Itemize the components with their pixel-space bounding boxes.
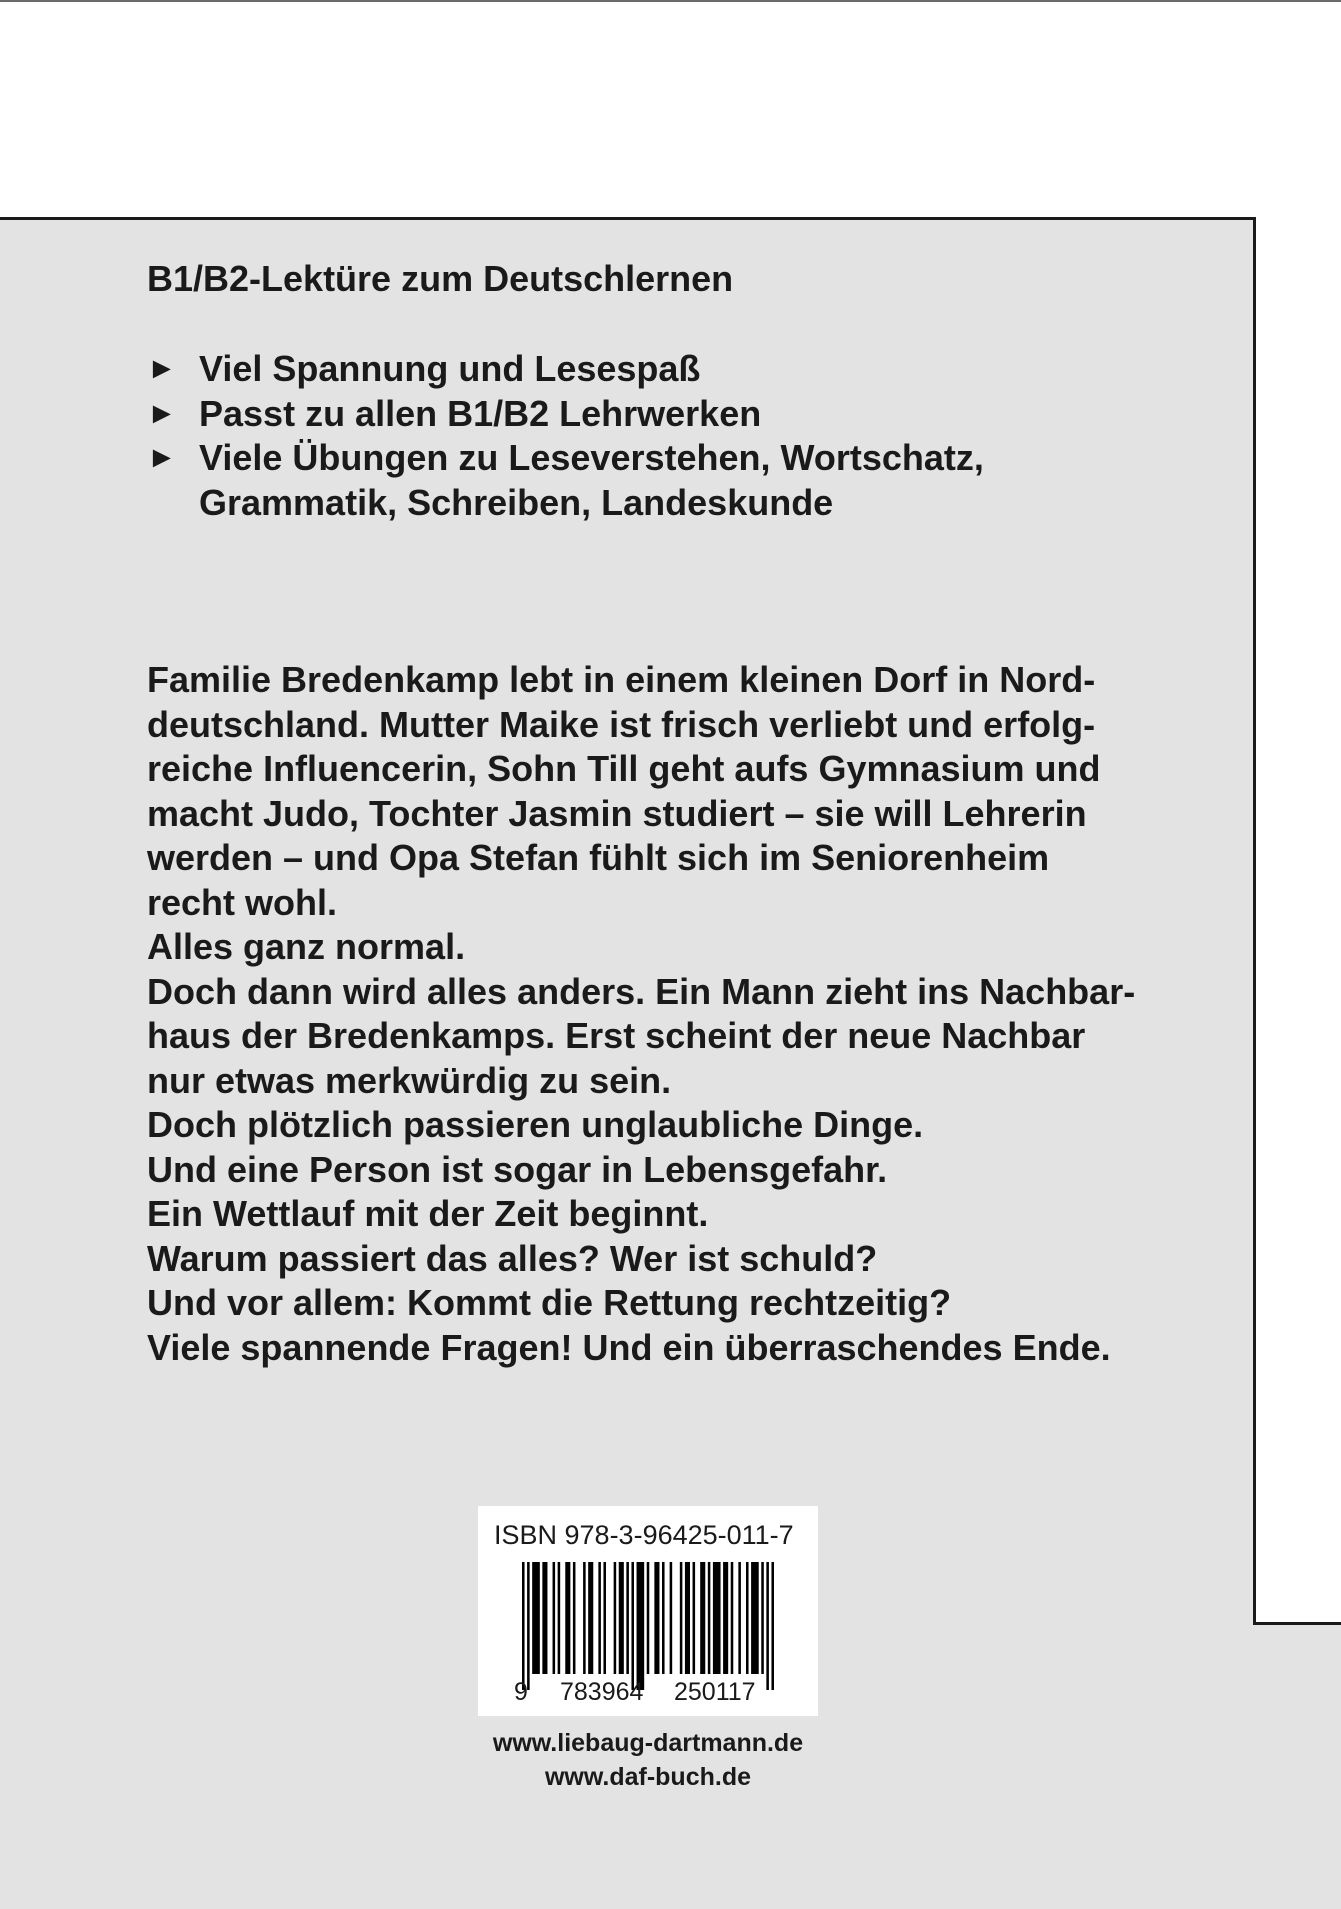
barcode-bar [708, 1562, 711, 1674]
barcode-bar [738, 1562, 741, 1674]
barcode-bar [746, 1562, 749, 1674]
barcode-bar [685, 1562, 690, 1674]
book-subtitle: B1/B2-Lektüre zum Deutschlernen [147, 258, 734, 299]
barcode-bar [647, 1562, 650, 1674]
feature-item-continued [147, 481, 1099, 526]
top-white-band [0, 0, 1341, 217]
feature-text: Passt zu allen B1/B2 Lehrwerken [199, 392, 762, 434]
description-line: Und vor allem: Kommt die Rettung rechtzeitig? [147, 1282, 952, 1323]
barcode-bar [626, 1562, 629, 1674]
description-line: nur etwas merkwürdig zu sein. [147, 1059, 672, 1101]
barcode-bar [751, 1562, 759, 1674]
barcode-bar [713, 1562, 721, 1674]
book-description [147, 658, 1147, 1370]
description-line: werden – und Opa Stefan fühlt sich im Seniorenheim [147, 837, 1050, 878]
barcode-bar [558, 1562, 561, 1674]
description-line: recht wohl. [147, 881, 338, 923]
barcode-bar [583, 1562, 586, 1674]
barcode-bar [654, 1562, 659, 1674]
barcode-bar [670, 1562, 673, 1674]
barcode-bar [527, 1562, 530, 1690]
barcode-bar [522, 1562, 525, 1690]
feature-text: Grammatik, Schreiben, Landeskunde [199, 481, 834, 523]
barcode-bar [553, 1562, 556, 1674]
barcode-bar [603, 1562, 606, 1674]
barcode-bar [731, 1562, 734, 1674]
barcode-bar [542, 1562, 547, 1674]
barcode-bar [700, 1562, 705, 1674]
barcode-bar [723, 1562, 728, 1674]
barcode-bar [614, 1562, 617, 1674]
description-line: Ein Wettlauf mit der Zeit beginnt. [147, 1193, 709, 1234]
barcode-bar [573, 1562, 576, 1674]
description-line: reiche Influencerin, Sohn Till geht aufs Gymnasium und [147, 748, 1101, 789]
arrow-right-triangle-icon: ► [147, 396, 177, 430]
barcode-bar [598, 1562, 601, 1674]
feature-item [147, 347, 1099, 392]
barcode-bar [588, 1562, 593, 1674]
description-line: Doch plötzlich passieren unglaubliche Dinge. [147, 1104, 924, 1145]
barcode-bar [619, 1562, 624, 1674]
barcode-digits-right: 250117 [674, 1678, 756, 1706]
description-line: deutschland. Mutter Maike ist frisch verliebt und erfolg- [147, 703, 1096, 745]
description-paragraph-1 [147, 658, 1147, 925]
publisher-urls [430, 1726, 866, 1794]
publisher-url: www.liebaug-dartmann.de [492, 1729, 804, 1757]
barcode-bar [637, 1562, 645, 1690]
top-border-rule [0, 217, 1256, 220]
barcode-bar [565, 1562, 570, 1674]
barcode-bar [693, 1562, 696, 1674]
barcode-bar [766, 1562, 769, 1690]
description-line: Viele spannende Fragen! Und ein überraschendes Ende. [147, 1326, 1111, 1368]
feature-list [147, 347, 1099, 525]
barcode-bar [771, 1562, 774, 1690]
barcode-box [478, 1506, 818, 1716]
feature-item [147, 436, 1099, 481]
description-line: Und eine Person ist sogar in Lebensgefahr. [147, 1148, 888, 1190]
feature-text: Viele Übungen zu Leseverstehen, Wortschatz, [199, 437, 984, 478]
isbn-label: ISBN 978-3-96425-011-7 [494, 1520, 794, 1550]
barcode-digits-left: 783964 [560, 1678, 644, 1706]
description-line: Doch dann wird alles anders. Ein Mann zieht ins Nachbar- [147, 970, 1136, 1012]
description-line: macht Judo, Tochter Jasmin studiert – sie will Lehrerin [147, 792, 1087, 834]
barcode-icon [522, 1562, 774, 1690]
arrow-right-triangle-icon: ► [147, 352, 177, 385]
description-line: haus der Bredenkamps. Erst scheint der neue Nachbar [147, 1015, 1086, 1056]
description-line: Alles ganz normal. [147, 926, 466, 967]
barcode-bar [761, 1562, 764, 1674]
feature-item [147, 392, 1099, 437]
barcode-bar [680, 1562, 683, 1674]
barcode-bar [631, 1562, 634, 1690]
feature-text: Viel Spannung und Lesespaß [199, 348, 701, 389]
arrow-right-triangle-icon: ► [147, 441, 177, 474]
right-white-band [1253, 217, 1341, 1625]
barcode-digit-first: 9 [514, 1678, 528, 1706]
barcode-bar [662, 1562, 665, 1674]
description-line: Warum passiert das alles? Wer ist schuld? [147, 1237, 878, 1279]
description-paragraph-3 [147, 970, 1147, 1104]
barcode-bar [532, 1562, 540, 1674]
publisher-url: www.daf-buch.de [544, 1763, 752, 1791]
description-line: Familie Bredenkamp lebt in einem kleinen Dorf in Nord- [147, 659, 1096, 700]
